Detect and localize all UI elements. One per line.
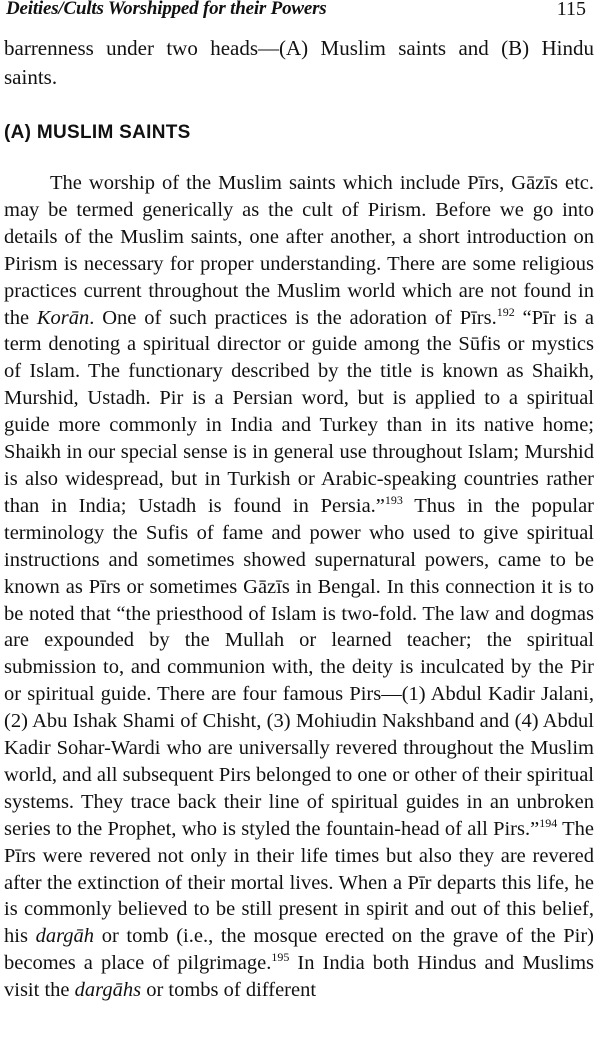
text-run: or tombs of different [141, 979, 317, 1002]
footnote-ref: 192 [496, 304, 515, 319]
italic-term: dargāhs [74, 979, 142, 1002]
running-title: Deities/Cults Worshipped for their Powers [6, 0, 327, 19]
text-run: or tomb (i.e., the mosque erected on the grave of the Pir) becomes a place of pilgrimage. [4, 925, 594, 975]
italic-term: dargāh [35, 925, 95, 948]
page-number: 115 [556, 0, 586, 20]
intro-paragraph: barrenness under two heads—(A) Muslim saints and (B) Hindu saints. [4, 36, 594, 89]
section-heading: (A) MUSLIM SAINTS [4, 122, 191, 143]
footnote-ref: 193 [384, 492, 403, 507]
text-run: “Pīr is a term denoting a spiritual director or guide among the Sūfis or mystics of Islam. The functionary described by the title is known as Shaikh, Murshid, Ustadh. Pir is a Persian word, but is applied to a spiritual guide more commonly in India and Turkey than in its native home; Shaikh in our special sense is in general use throughout Islam; Murshid is also widespread, but in Turkish or Arabic-speaking countries rather than in India; Ustadh is found in Persia.” [4, 306, 595, 517]
footnote-ref: 194 [539, 815, 558, 830]
text-run: The Pīrs were revered not only in their life times but also they are revered after the extinction of their mortal lives. When a Pīr departs this life, he is commonly believed to be still present in spirit and out of this belief, his [4, 817, 594, 948]
text-run: . One of such practices is the adoration of Pīrs. [89, 306, 497, 329]
running-header [4, 0, 594, 28]
text-run: The worship of the Muslim saints which include Pīrs, Gāzīs etc. may be termed generically as the cult of Pirism. Before we go into details of the Muslim saints, one after another, a short introduction on Pirism is necessary for proper understanding. There are some religious practices current throughout the Muslim world which are not found in the [4, 172, 594, 329]
italic-term: Korān [36, 306, 90, 329]
footnote-ref: 195 [271, 950, 290, 965]
text-run: Thus in the popular terminology the Sufis of fame and power who used to give spiritual instructions and sometimes showed supernatural powers, came to be known as Pīrs or sometimes Gāzīs in Bengal. In this connection it is to be noted that “the priesthood of Islam is two-fold. The law and dogmas are expounded by the Mullah or learned teacher; the spiritual submission to, and communion with, the deity is inculcated by the Pir or spiritual guide. There are four famous Pirs—(1) Abdul Kadir Jalani, (2) Abu Ishak Shami of Chisht, (3) Mohiudin Nakshband and (4) Abdul Kadir Sohar-Wardi who are universally revered throughout the Muslim world, and all subsequent Pirs belonged to one or other of their spiritual systems. They trace back their line of spiritual guides in an unbroken series to the Prophet, who is styled the fountain-head of all Pirs.” [4, 494, 594, 840]
body-paragraph [4, 170, 594, 1004]
text-run: In India both Hindus and Muslims visit the [4, 952, 594, 1002]
